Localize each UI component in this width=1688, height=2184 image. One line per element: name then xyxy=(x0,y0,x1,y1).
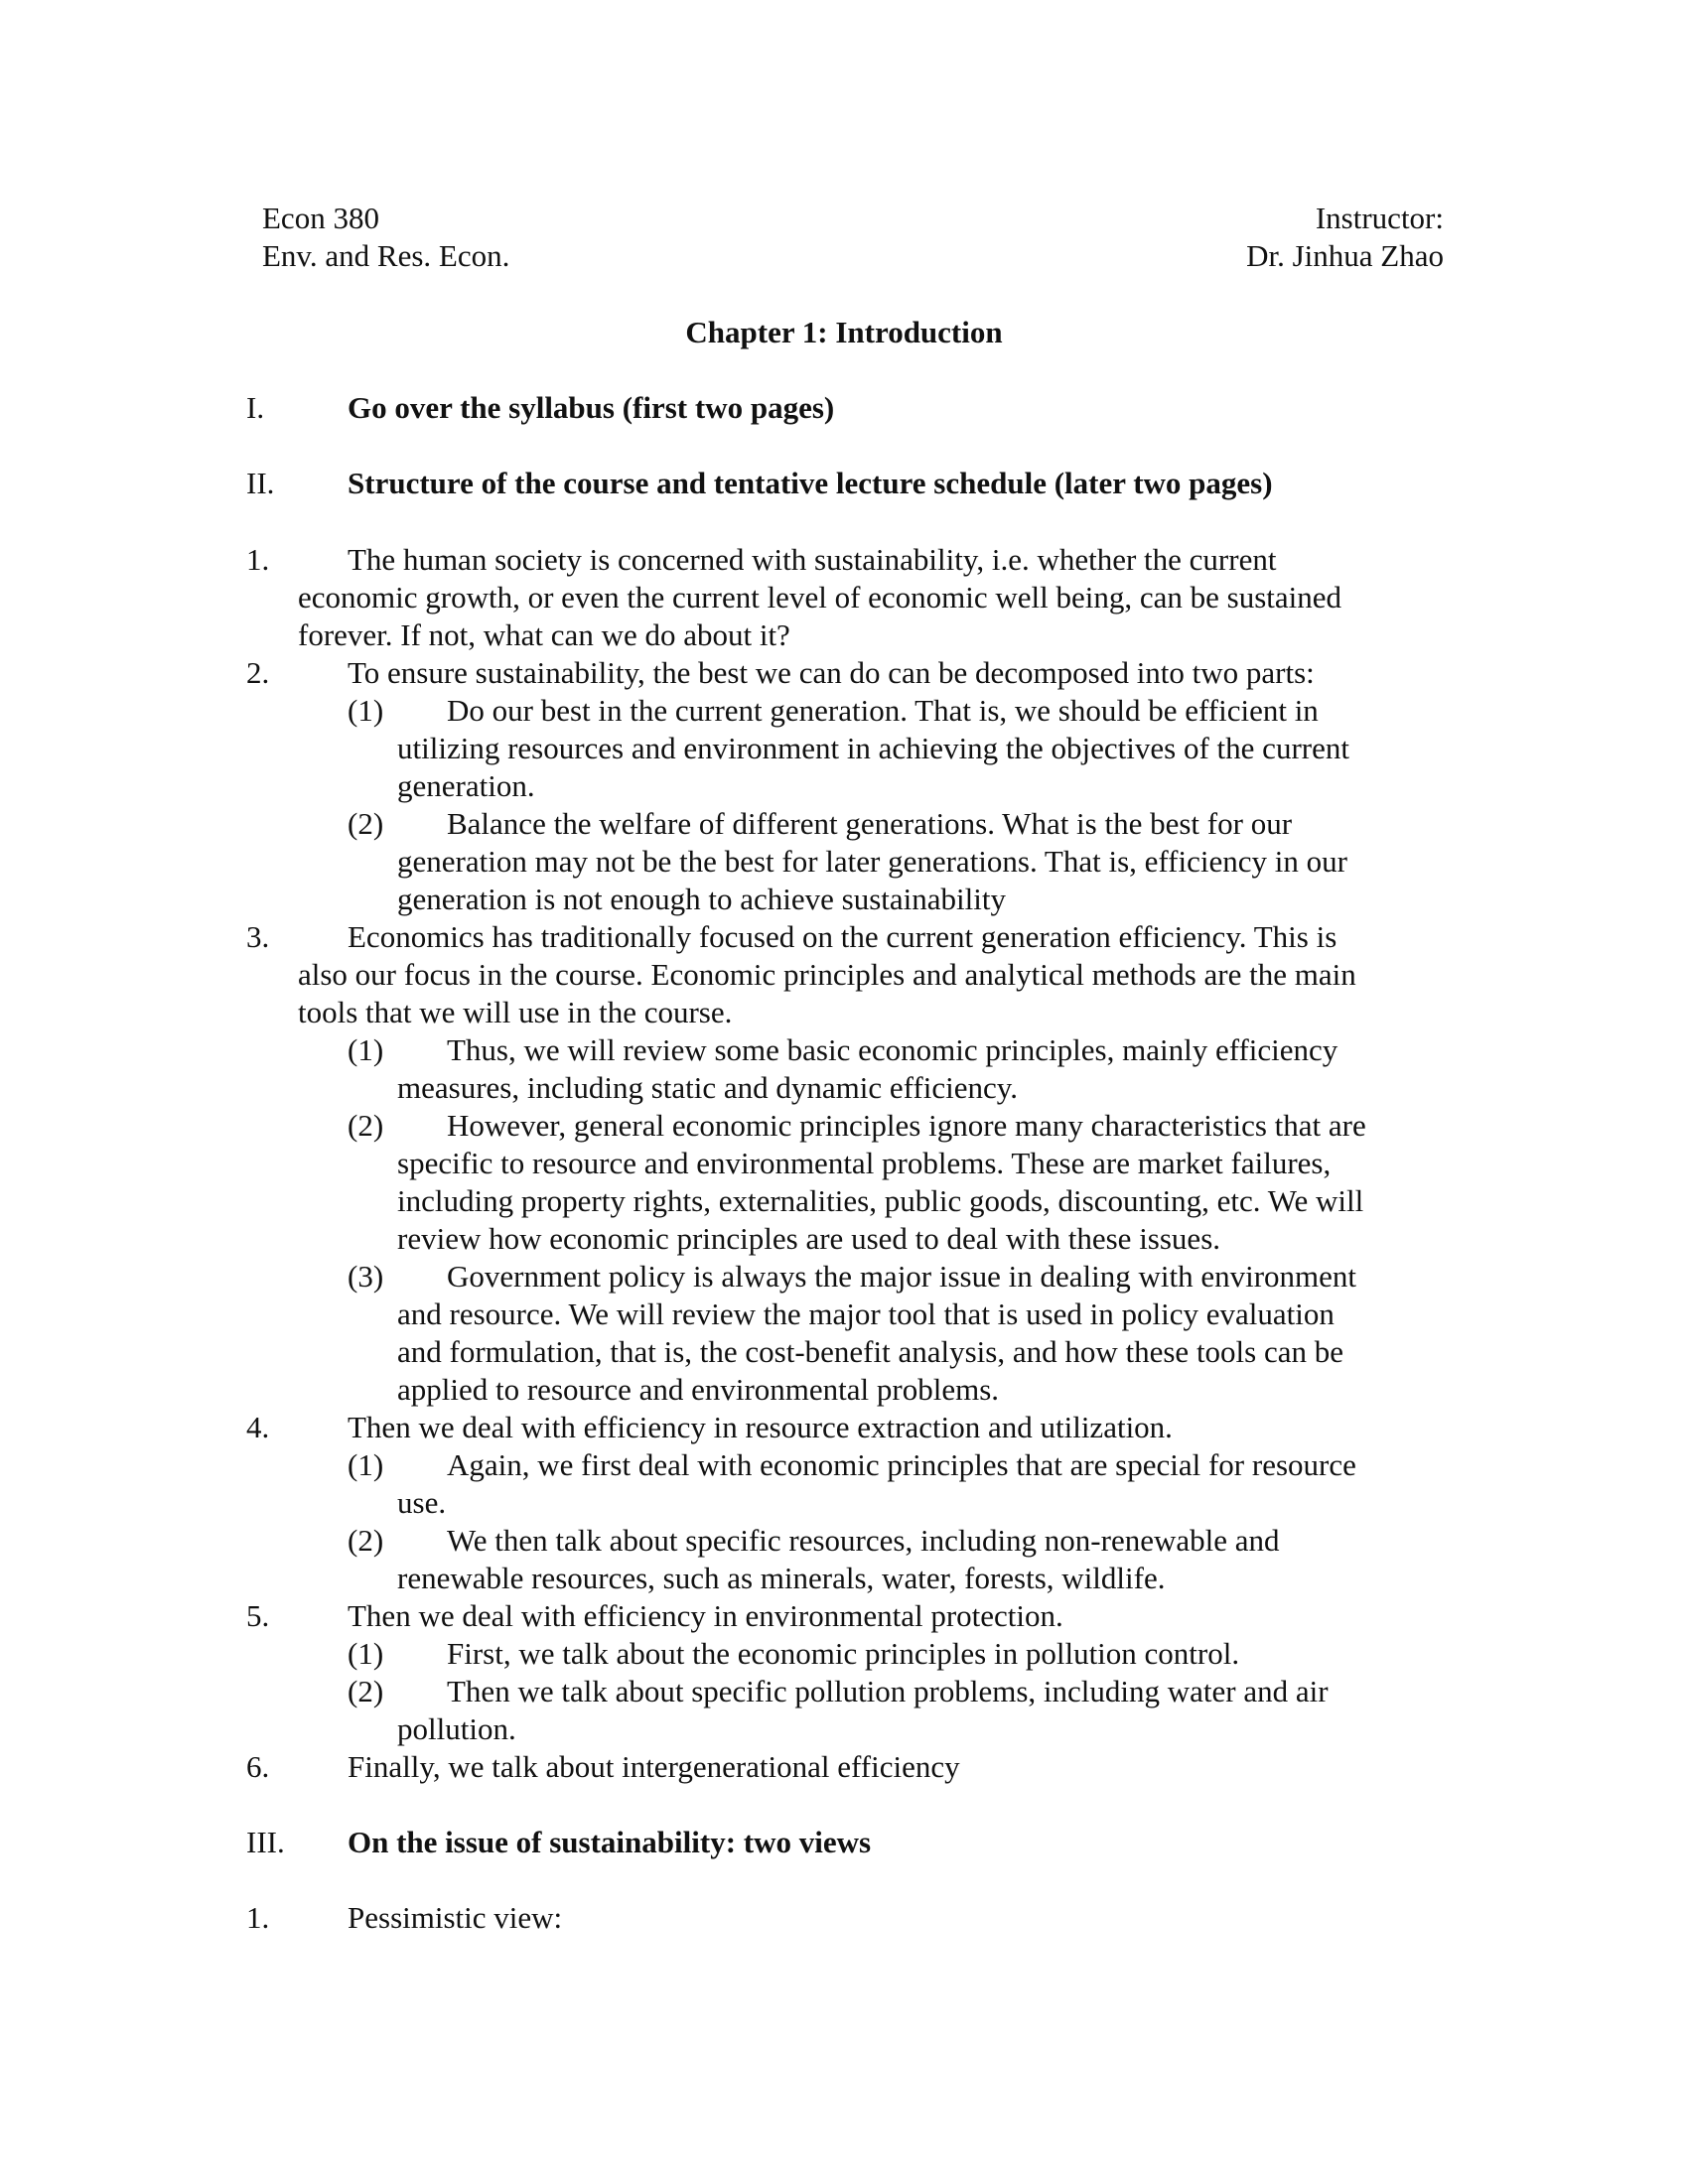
item-3-line-3: tools that we will use in the course. xyxy=(298,995,733,1029)
instructor-label: Instructor: xyxy=(1315,201,1444,235)
item-3-sub-1-number: (1) xyxy=(348,1032,384,1067)
section-3-number: III. xyxy=(246,1825,285,1859)
view-1-number: 1. xyxy=(246,1900,270,1935)
section-1-number: I. xyxy=(246,390,265,425)
item-6-number: 6. xyxy=(246,1749,270,1784)
item-3-sub-3-number: (3) xyxy=(348,1259,384,1294)
item-3-sub-1-line-2: measures, including static and dynamic efficiency. xyxy=(397,1070,1018,1105)
item-5-sub-1-number: (1) xyxy=(348,1636,384,1671)
item-4-sub-2-line-2: renewable resources, such as minerals, water, forests, wildlife. xyxy=(397,1561,1166,1595)
item-2-sub-2-number: (2) xyxy=(348,806,384,841)
instructor-name: Dr. Jinhua Zhao xyxy=(1246,238,1444,273)
item-2-sub-1-number: (1) xyxy=(348,693,384,728)
item-3-line-1: Economics has traditionally focused on the current generation efficiency. This is xyxy=(348,919,1337,954)
item-3-sub-2-line-3: including property rights, externalities, public goods, discounting, etc. We will xyxy=(397,1183,1364,1218)
item-5-sub-2-number: (2) xyxy=(348,1674,384,1708)
item-2-sub-2-line-3: generation is not enough to achieve sustainability xyxy=(397,882,1006,916)
view-1-label: Pessimistic view: xyxy=(348,1900,563,1935)
item-1-line-3: forever. If not, what can we do about it? xyxy=(298,617,790,652)
item-1-number: 1. xyxy=(246,542,270,577)
instructor-header xyxy=(1246,200,1444,275)
item-3-sub-2-line-2: specific to resource and environmental problems. These are market failures, xyxy=(397,1146,1332,1180)
section-3-heading: On the issue of sustainability: two views xyxy=(348,1825,872,1859)
item-3-line-2: also our focus in the course. Economic principles and analytical methods are the main xyxy=(298,957,1356,992)
item-3-number: 3. xyxy=(246,919,270,954)
item-1-line-1: The human society is concerned with sustainability, i.e. whether the current xyxy=(348,542,1277,577)
item-3-sub-3-line-1: Government policy is always the major issue in dealing with environment xyxy=(447,1259,1357,1294)
item-5-sub-1-line-1: First, we talk about the economic principles in pollution control. xyxy=(447,1636,1240,1671)
item-3-sub-2-line-4: review how economic principles are used to deal with these issues. xyxy=(397,1221,1221,1256)
item-2-number: 2. xyxy=(246,655,270,690)
item-3-sub-2-line-1: However, general economic principles ignore many characteristics that are xyxy=(447,1108,1366,1143)
item-2-sub-1-line-3: generation. xyxy=(397,768,535,803)
item-2-sub-2-line-1: Balance the welfare of different generations. What is the best for our xyxy=(447,806,1293,841)
item-4-sub-1-line-1: Again, we first deal with economic principles that are special for resource xyxy=(447,1447,1356,1482)
item-3-sub-2-number: (2) xyxy=(348,1108,384,1143)
item-3-sub-1-line-1: Thus, we will review some basic economic principles, mainly efficiency xyxy=(447,1032,1338,1067)
item-4-sub-2-line-1: We then talk about specific resources, including non-renewable and xyxy=(447,1523,1280,1558)
item-6-line-1: Finally, we talk about intergenerational efficiency xyxy=(348,1749,960,1784)
item-5-sub-2-line-2: pollution. xyxy=(397,1711,516,1746)
item-4-sub-1-number: (1) xyxy=(348,1447,384,1482)
item-3-sub-3-line-2: and resource. We will review the major tool that is used in policy evaluation xyxy=(397,1297,1335,1331)
item-4-sub-2-number: (2) xyxy=(348,1523,384,1558)
item-4-sub-1-line-2: use. xyxy=(397,1485,447,1520)
course-header xyxy=(262,200,509,275)
section-2-number: II. xyxy=(246,466,275,500)
chapter-title: Chapter 1: Introduction xyxy=(685,315,1003,349)
item-1-line-2: economic growth, or even the current level of economic well being, can be sustained xyxy=(298,580,1342,614)
item-2-sub-1-line-1: Do our best in the current generation. That is, we should be efficient in xyxy=(447,693,1319,728)
item-2-sub-1-line-2: utilizing resources and environment in achieving the objectives of the current xyxy=(397,731,1349,765)
item-5-line-1: Then we deal with efficiency in environmental protection. xyxy=(348,1598,1063,1633)
item-4-line-1: Then we deal with efficiency in resource extraction and utilization. xyxy=(348,1410,1173,1444)
item-3-sub-3-line-3: and formulation, that is, the cost-benefit analysis, and how these tools can be xyxy=(397,1334,1344,1369)
item-5-sub-2-line-1: Then we talk about specific pollution problems, including water and air xyxy=(447,1674,1329,1708)
item-4-number: 4. xyxy=(246,1410,270,1444)
item-5-number: 5. xyxy=(246,1598,270,1633)
section-1-heading: Go over the syllabus (first two pages) xyxy=(348,390,835,425)
course-name: Env. and Res. Econ. xyxy=(262,238,510,273)
item-2-sub-2-line-2: generation may not be the best for later generations. That is, efficiency in our xyxy=(397,844,1347,879)
item-3-sub-3-line-4: applied to resource and environmental problems. xyxy=(397,1372,1000,1407)
section-2-heading: Structure of the course and tentative lecture schedule (later two pages) xyxy=(348,466,1273,500)
item-2-line-1: To ensure sustainability, the best we can do can be decomposed into two parts: xyxy=(348,655,1315,690)
course-number: Econ 380 xyxy=(262,201,379,235)
